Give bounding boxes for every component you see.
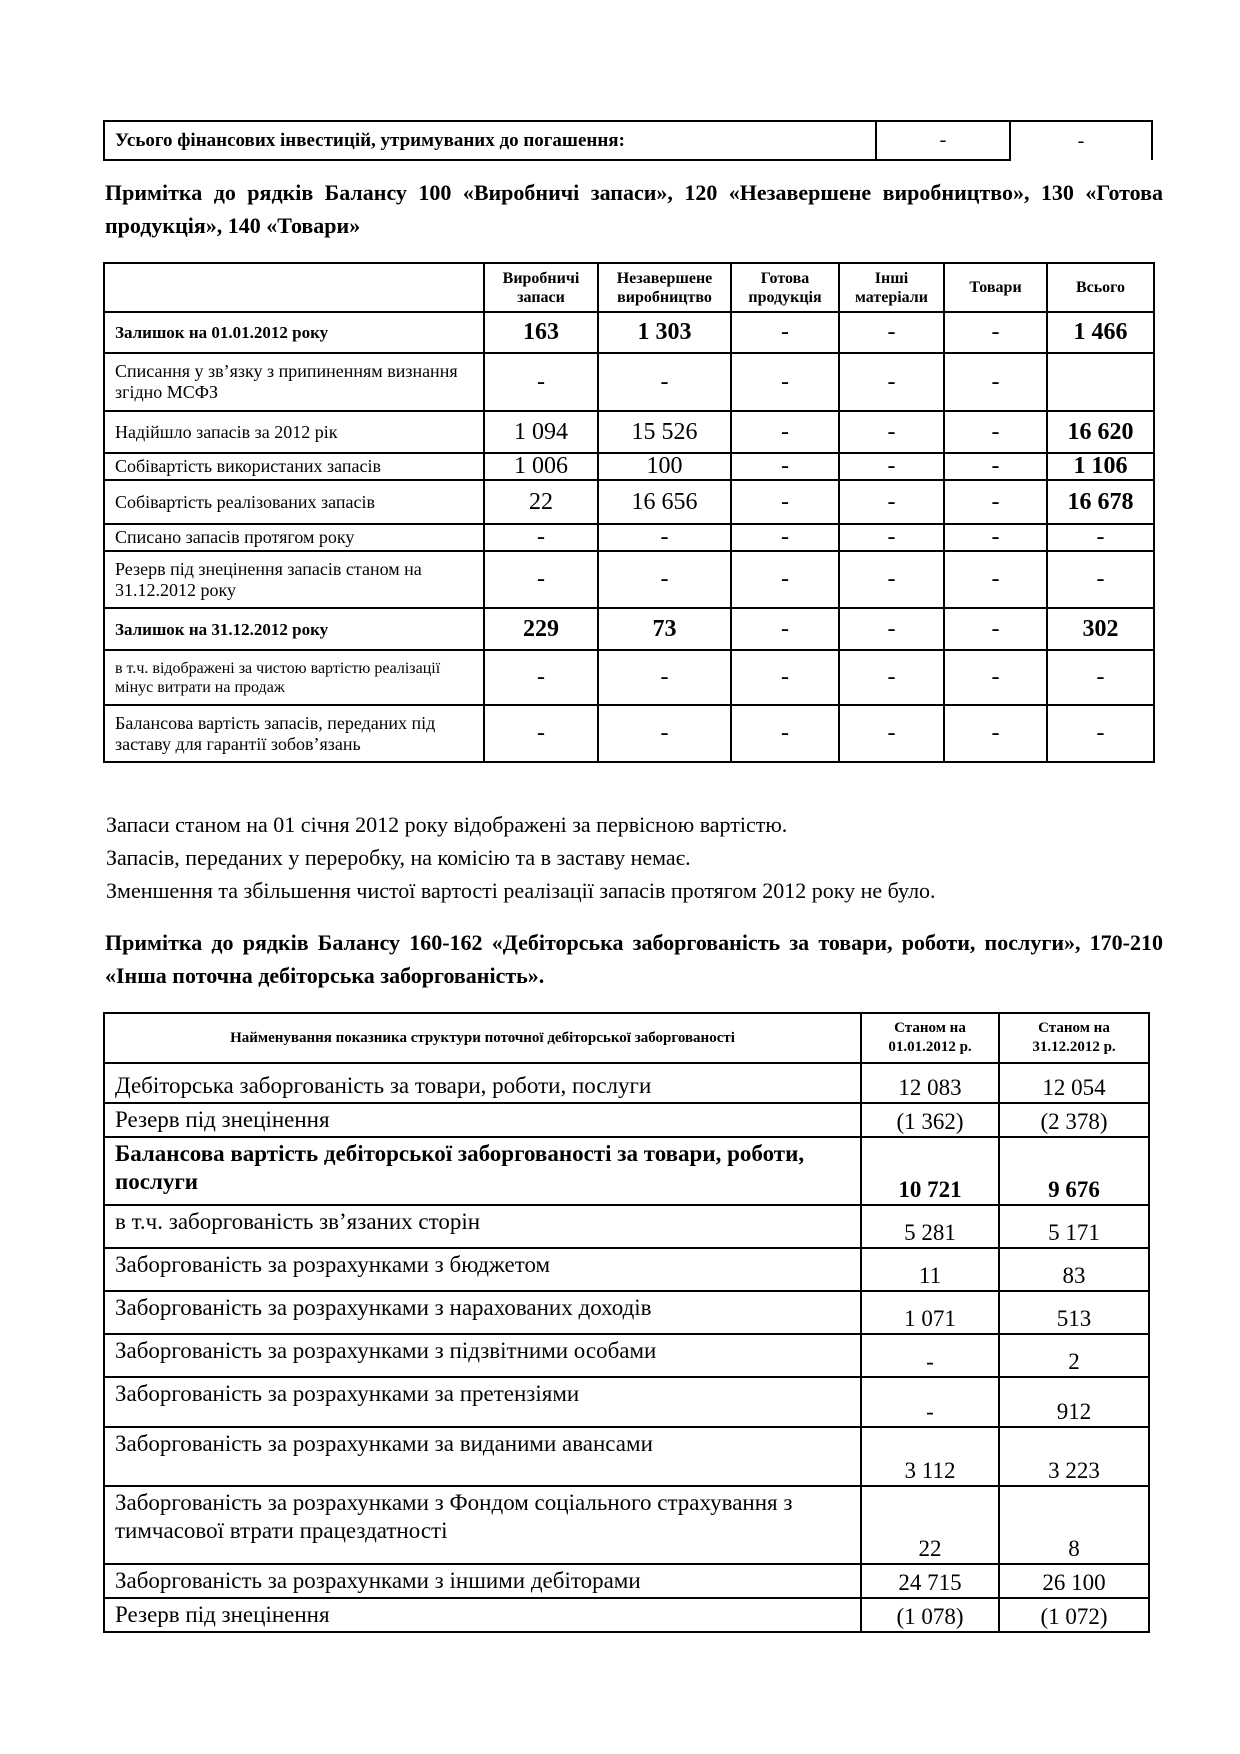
value-cell: 1 106 (1047, 453, 1154, 480)
value-cell: 22 (484, 480, 598, 524)
value-cell: - (731, 551, 839, 608)
value-cell: - (861, 1377, 999, 1427)
value-cell: - (876, 121, 1010, 160)
table-row (104, 1334, 1149, 1377)
value-cell: 163 (484, 312, 598, 353)
value-cell: 11 (861, 1248, 999, 1291)
value-cell: - (731, 353, 839, 411)
value-cell: - (484, 650, 598, 705)
value-cell: 24 715 (861, 1564, 999, 1598)
value-cell: - (731, 650, 839, 705)
value-cell: 9 676 (999, 1137, 1149, 1205)
row-label: Списано запасів протягом року (104, 524, 484, 551)
table-row (104, 1205, 1149, 1248)
value-cell: - (1047, 705, 1154, 762)
value-cell: 1 094 (484, 411, 598, 453)
value-cell: 5 171 (999, 1205, 1149, 1248)
value-cell: - (598, 551, 731, 608)
value-cell: 10 721 (861, 1137, 999, 1205)
value-cell: (1 078) (861, 1598, 999, 1632)
row-label: Усього фінансових інвестицій, утримуваних до погашення: (104, 121, 876, 160)
row-label: Дебіторська заборгованість за товари, роботи, послуги (104, 1063, 861, 1103)
table-row (104, 353, 1154, 411)
value-cell: - (484, 524, 598, 551)
value-cell: - (839, 705, 944, 762)
row-label: в т.ч. заборгованість зв’язаних сторін (104, 1205, 861, 1248)
table-header-row (104, 263, 1154, 312)
row-label: Резерв під знецінення (104, 1103, 861, 1137)
row-label: Списання у зв’язку з припиненням визнання згідно МСФЗ (104, 353, 484, 411)
financial-investments-total-table (103, 120, 1153, 161)
header-cell: Товари (944, 263, 1047, 312)
value-cell: - (944, 608, 1047, 650)
value-cell: - (598, 650, 731, 705)
value-cell: - (598, 524, 731, 551)
value-cell: - (944, 551, 1047, 608)
table-row (104, 551, 1154, 608)
value-cell: - (839, 650, 944, 705)
row-label: Балансова вартість запасів, переданих під заставу для гарантії зобов’язань (104, 705, 484, 762)
table-row (104, 121, 1152, 160)
value-cell: - (598, 705, 731, 762)
value-cell: - (944, 524, 1047, 551)
row-label: Заборгованість за розрахунками за претензіями (104, 1377, 861, 1427)
value-cell: (1 072) (999, 1598, 1149, 1632)
value-cell: - (839, 453, 944, 480)
table-row (104, 650, 1154, 705)
value-cell: - (944, 650, 1047, 705)
value-cell: 12 054 (999, 1063, 1149, 1103)
value-cell: 15 526 (598, 411, 731, 453)
table-row (104, 1427, 1149, 1486)
table-row (104, 411, 1154, 453)
header-cell: Станом на 01.01.2012 р. (861, 1013, 999, 1063)
value-cell: - (731, 411, 839, 453)
value-cell: 83 (999, 1248, 1149, 1291)
value-cell: - (944, 705, 1047, 762)
value-cell: - (944, 353, 1047, 411)
receivables-note-heading: Примітка до рядків Балансу 160-162 «Дебіторська заборгованість за товари, роботи, послуги», 170-210 «Інша поточна дебіторська заборгованість». (105, 930, 1163, 988)
value-cell: - (839, 353, 944, 411)
value-cell: - (731, 312, 839, 353)
value-cell: - (598, 353, 731, 411)
row-label: Заборгованість за розрахунками з бюджетом (104, 1248, 861, 1291)
value-cell: 1 006 (484, 453, 598, 480)
paragraph: Запасів, переданих у переробку, на комісію та в заставу немає. (106, 845, 691, 870)
value-cell: (1 362) (861, 1103, 999, 1137)
value-cell: - (484, 551, 598, 608)
value-cell: (2 378) (999, 1103, 1149, 1137)
row-label: Надійшло запасів за 2012 рік (104, 411, 484, 453)
value-cell: 16 678 (1047, 480, 1154, 524)
header-cell: Станом на 31.12.2012 р. (999, 1013, 1149, 1063)
table-row (104, 608, 1154, 650)
value-cell (1047, 353, 1154, 411)
paragraph: Зменшення та збільшення чистої вартості реалізації запасів протягом 2012 року не було. (106, 878, 936, 903)
value-cell: 100 (598, 453, 731, 480)
value-cell: - (944, 480, 1047, 524)
value-cell: - (839, 480, 944, 524)
table-row (104, 705, 1154, 762)
value-cell: - (731, 453, 839, 480)
row-label: Заборгованість за розрахунками за виданими авансами (104, 1427, 861, 1486)
table-row (104, 1063, 1149, 1103)
value-cell: 1 303 (598, 312, 731, 353)
value-cell: - (1010, 121, 1152, 160)
table-row (104, 1248, 1149, 1291)
value-cell: 16 620 (1047, 411, 1154, 453)
table-row (104, 453, 1154, 480)
value-cell: 16 656 (598, 480, 731, 524)
value-cell: 26 100 (999, 1564, 1149, 1598)
row-label: Заборгованість за розрахунками з нарахованих доходів (104, 1291, 861, 1334)
value-cell: - (1047, 650, 1154, 705)
table-row (104, 524, 1154, 551)
value-cell: - (731, 608, 839, 650)
value-cell: 8 (999, 1486, 1149, 1564)
table-row (104, 1103, 1149, 1137)
value-cell: - (839, 551, 944, 608)
row-label: Собівартість використаних запасів (104, 453, 484, 480)
value-cell: 302 (1047, 608, 1154, 650)
value-cell: - (484, 353, 598, 411)
value-cell: 912 (999, 1377, 1149, 1427)
table-row (104, 1564, 1149, 1598)
value-cell: - (1047, 551, 1154, 608)
row-label: Залишок на 01.01.2012 року (104, 312, 484, 353)
row-label: Собівартість реалізованих запасів (104, 480, 484, 524)
header-cell: Всього (1047, 263, 1154, 312)
value-cell: - (484, 705, 598, 762)
value-cell: 5 281 (861, 1205, 999, 1248)
row-label: Резерв під знецінення (104, 1598, 861, 1632)
row-label: в т.ч. відображені за чистою вартістю реалізації мінус витрати на продаж (104, 650, 484, 705)
paragraph: Запаси станом на 01 січня 2012 року відображені за первісною вартістю. (106, 812, 788, 837)
value-cell: - (839, 312, 944, 353)
row-label: Балансова вартість дебіторської заборгованості за товари, роботи, послуги (104, 1137, 861, 1205)
row-label: Заборгованість за розрахунками з підзвітними особами (104, 1334, 861, 1377)
value-cell: 22 (861, 1486, 999, 1564)
table-row (104, 312, 1154, 353)
row-label: Заборгованість за розрахунками з Фондом соціального страхування з тимчасової втрати працездатності (104, 1486, 861, 1564)
inventory-table (103, 262, 1155, 763)
value-cell: - (731, 524, 839, 551)
table-header-row (104, 1013, 1149, 1063)
header-cell-empty (104, 263, 484, 312)
header-cell: Виробничі запаси (484, 263, 598, 312)
row-label: Резерв під знецінення запасів станом на 31.12.2012 року (104, 551, 484, 608)
value-cell: - (731, 480, 839, 524)
header-cell: Найменування показника структури поточної дебіторської заборгованості (104, 1013, 861, 1063)
receivables-table (103, 1012, 1150, 1633)
header-cell: Незавершене виробництво (598, 263, 731, 312)
value-cell: 1 071 (861, 1291, 999, 1334)
table-row (104, 480, 1154, 524)
value-cell: 229 (484, 608, 598, 650)
value-cell: - (731, 705, 839, 762)
value-cell: - (839, 524, 944, 551)
value-cell: - (944, 411, 1047, 453)
table-row (104, 1137, 1149, 1205)
value-cell: 1 466 (1047, 312, 1154, 353)
table-row (104, 1377, 1149, 1427)
value-cell: - (1047, 524, 1154, 551)
value-cell: - (944, 312, 1047, 353)
value-cell: - (944, 453, 1047, 480)
table-row (104, 1291, 1149, 1334)
header-cell: Готова продукція (731, 263, 839, 312)
value-cell: 12 083 (861, 1063, 999, 1103)
table-row (104, 1598, 1149, 1632)
value-cell: - (839, 608, 944, 650)
value-cell: 513 (999, 1291, 1149, 1334)
value-cell: - (861, 1334, 999, 1377)
header-cell: Інші матеріали (839, 263, 944, 312)
value-cell: 3 112 (861, 1427, 999, 1486)
table-row (104, 1486, 1149, 1564)
value-cell: - (839, 411, 944, 453)
value-cell: 3 223 (999, 1427, 1149, 1486)
row-label: Залишок на 31.12.2012 року (104, 608, 484, 650)
value-cell: 2 (999, 1334, 1149, 1377)
row-label: Заборгованість за розрахунками з іншими дебіторами (104, 1564, 861, 1598)
value-cell: 73 (598, 608, 731, 650)
inventory-note-heading: Примітка до рядків Балансу 100 «Виробничі запаси», 120 «Незавершене виробництво», 130 «Готова продукція», 140 «Товари» (105, 180, 1163, 238)
